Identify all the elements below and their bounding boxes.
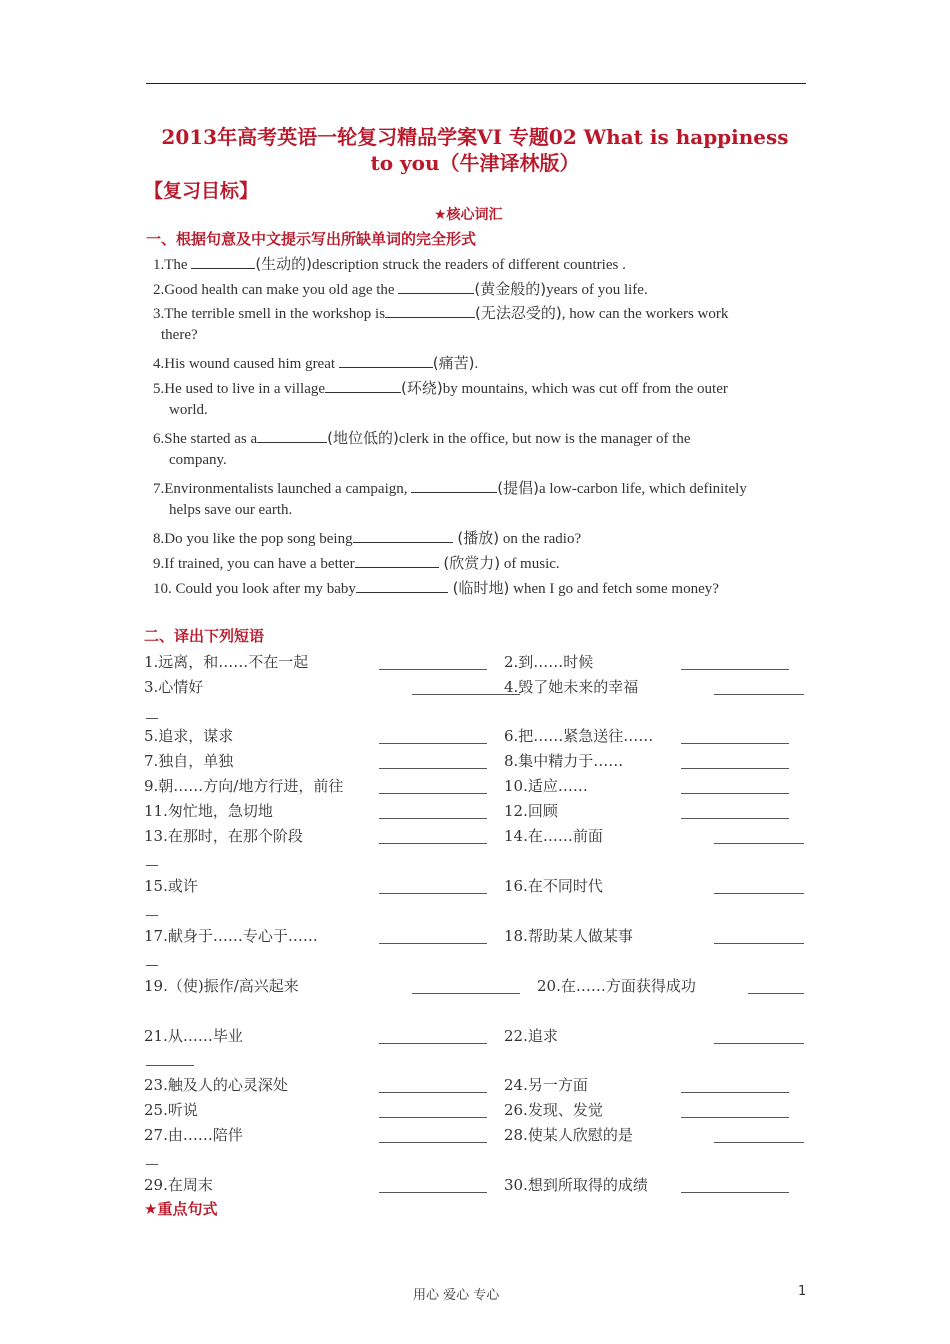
answer-blank-line [379, 818, 487, 819]
key-sentences-heading: ★重点句式 [144, 1200, 218, 1218]
phrase-item: 29.在周末 [144, 1176, 213, 1194]
phrase-item: 11.匆忙地，急切地 [144, 802, 273, 820]
fill-item-5-cont: world. [169, 402, 208, 418]
answer-blank-line [681, 818, 789, 819]
answer-blank-line [681, 743, 789, 744]
phrase-item: 20.在……方面获得成功 [537, 977, 696, 995]
answer-blank-stub [146, 718, 158, 719]
phrase-item: 5.追求，谋求 [144, 727, 234, 745]
phrase-item: 27.由……陪伴 [144, 1126, 243, 1144]
answer-blank-line [379, 743, 487, 744]
answer-blank-stub [146, 865, 158, 866]
fill-item-1: 1.The (生动的)description struck the readers of different countries . [153, 255, 626, 273]
answer-blank-stub [146, 1065, 194, 1066]
answer-blank-stub [146, 965, 158, 966]
answer-blank-line [379, 893, 487, 894]
phrase-item: 22.追求 [504, 1027, 558, 1045]
section2-heading: 二、译出下列短语 [144, 627, 265, 645]
fill-item-8: 8.Do you like the pop song being (播放) on the radio? [153, 529, 582, 547]
answer-blank-line [714, 893, 804, 894]
answer-blank-line [379, 768, 487, 769]
answer-blank-line [379, 943, 487, 944]
fill-item-4: 4.His wound caused him great (痛苦). [153, 354, 479, 372]
phrase-item: 24.另一方面 [504, 1076, 588, 1094]
phrase-item: 2.到……时候 [504, 653, 594, 671]
footer-motto: 用心 爱心 专心 [413, 1288, 500, 1303]
answer-blank-line [681, 1192, 789, 1193]
fill-item-6-cont: company. [169, 452, 227, 468]
phrase-item: 28.使某人欣慰的是 [504, 1126, 633, 1144]
answer-blank-line [681, 1117, 789, 1118]
phrase-item: 25.听说 [144, 1101, 198, 1119]
answer-blank-line [379, 669, 487, 670]
answer-blank-line [379, 1043, 487, 1044]
answer-blank-line [379, 1142, 487, 1143]
fill-item-3: 3.The terrible smell in the workshop is (无法忍受的), how can the workers work [153, 304, 729, 322]
fill-item-9: 9.If trained, you can have a better (欣赏力) of music. [153, 554, 560, 572]
answer-blank-line [748, 993, 804, 994]
phrase-item: 1.远离，和……不在一起 [144, 653, 309, 671]
answer-blank-line [379, 1192, 487, 1193]
document-title [140, 124, 810, 176]
title-line-2: to you（牛津译林版） [370, 151, 580, 175]
fill-item-6: 6.She started as a (地位低的)clerk in the office, but now is the manager of the [153, 429, 691, 447]
answer-blank-line [714, 694, 804, 695]
phrase-item: 13.在那时，在那个阶段 [144, 827, 303, 845]
answer-blank-line [714, 843, 804, 844]
phrase-item: 18.帮助某人做某事 [504, 927, 633, 945]
answer-blank-line [681, 793, 789, 794]
fill-item-3-cont: there? [161, 327, 198, 343]
answer-blank-line [379, 793, 487, 794]
phrase-item: 15.或许 [144, 877, 198, 895]
phrase-item: 7.独自，单独 [144, 752, 234, 770]
fill-item-7-cont: helps save our earth. [169, 502, 293, 518]
header-rule [146, 83, 806, 84]
answer-blank-line [379, 843, 487, 844]
answer-blank-line [379, 1117, 487, 1118]
fill-item-2: 2.Good health can make you old age the (黄金般的)years of you life. [153, 280, 648, 298]
answer-blank-line [412, 993, 520, 994]
phrase-item: 26.发现、发觉 [504, 1101, 603, 1119]
phrase-item: 10.适应…… [504, 777, 588, 795]
phrase-item: 12.回顾 [504, 802, 558, 820]
phrase-item: 6.把……紧急送往…… [504, 727, 654, 745]
page-number: 1 [798, 1284, 807, 1299]
phrase-item: 4.毁了她未来的幸福 [504, 678, 639, 696]
fill-item-10: 10. Could you look after my baby (临时地) when I go and fetch some money? [153, 579, 719, 597]
phrase-item: 16.在不同时代 [504, 877, 603, 895]
section1-heading: 一、根据句意及中文提示写出所缺单词的完全形式 [146, 230, 477, 248]
fill-item-7: 7.Environmentalists launched a campaign, (提倡)a low-carbon life, which definitely [153, 479, 747, 497]
answer-blank-line [714, 1142, 804, 1143]
phrase-item: 14.在……前面 [504, 827, 603, 845]
answer-blank-line [681, 669, 789, 670]
core-vocab-heading: ★核心词汇 [434, 207, 503, 223]
phrase-item: 17.献身于……专心于…… [144, 927, 318, 945]
answer-blank-line [379, 1092, 487, 1093]
phrase-item: 21.从……毕业 [144, 1027, 243, 1045]
answer-blank-line [714, 943, 804, 944]
title-line-1: 2013年高考英语一轮复习精品学案VI 专题02 What is happiness [161, 125, 789, 149]
phrase-item: 3.心情好 [144, 678, 204, 696]
phrase-item: 9.朝……方向/地方行进，前往 [144, 777, 344, 795]
answer-blank-line [681, 768, 789, 769]
answer-blank-line [714, 1043, 804, 1044]
phrase-item: 23.触及人的心灵深处 [144, 1076, 288, 1094]
review-goal-heading: 【复习目标】 [144, 180, 259, 202]
answer-blank-line [681, 1092, 789, 1093]
phrase-item: 8.集中精力于…… [504, 752, 624, 770]
phrase-item: 30.想到所取得的成绩 [504, 1176, 648, 1194]
answer-blank-stub [146, 915, 158, 916]
answer-blank-stub [146, 1164, 158, 1165]
phrase-item: 19.（使)振作/高兴起来 [144, 977, 299, 995]
fill-item-5: 5.He used to live in a village (环绕)by mountains, which was cut off from the outer [153, 379, 728, 397]
